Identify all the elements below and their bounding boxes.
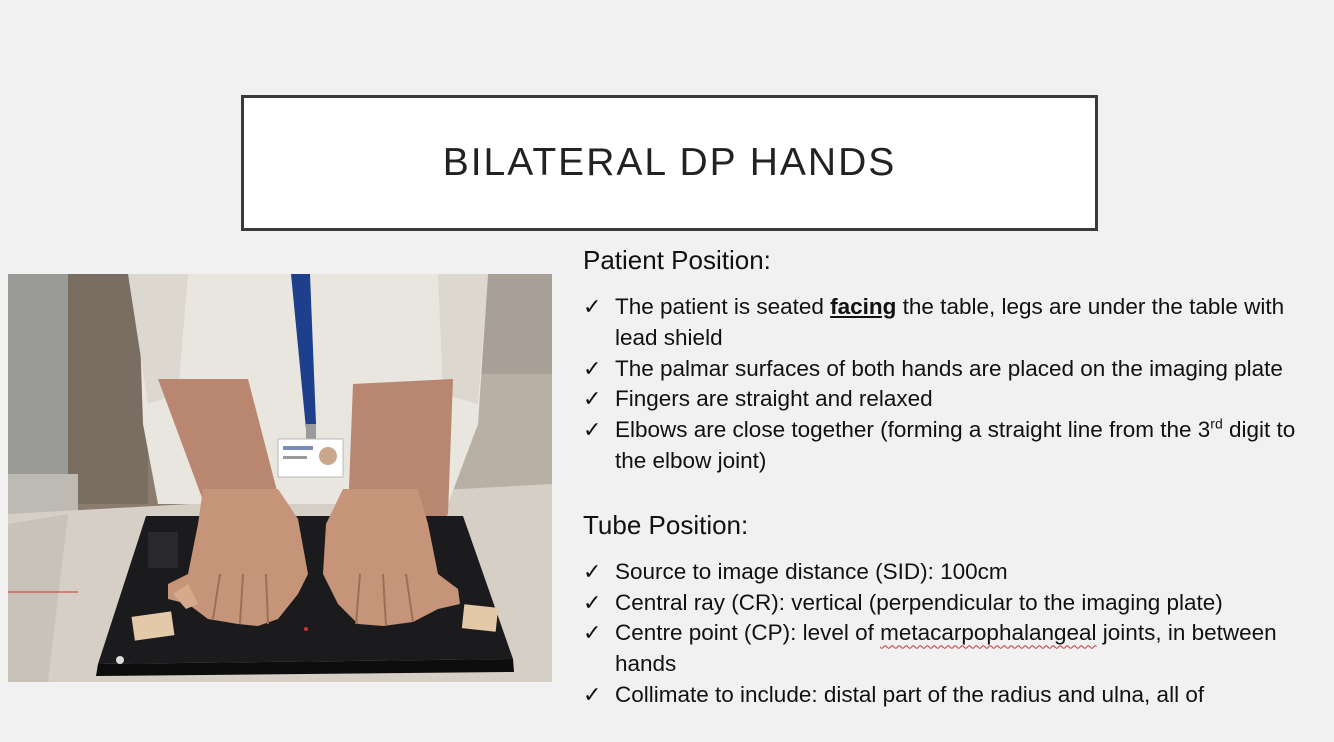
item-text: joints, in between hands — [615, 620, 1277, 677]
list-item — [583, 354, 1323, 385]
item-text: Collimate to include: distal part of the radius and ulna, all of — [615, 681, 1205, 707]
list-item — [583, 588, 1323, 619]
check-icon: ✓ — [583, 355, 602, 381]
emphasis-text: facing — [830, 294, 897, 319]
superscript: rd — [1210, 415, 1223, 432]
check-icon: ✓ — [583, 417, 602, 443]
patient-position-list — [583, 292, 1323, 477]
check-icon: ✓ — [583, 558, 602, 584]
spellcheck-word[interactable]: metacarpophalangeal — [880, 620, 1097, 646]
check-icon: ✓ — [583, 589, 602, 615]
photo-illustration — [8, 274, 552, 682]
check-icon: ✓ — [583, 294, 602, 319]
list-item — [583, 557, 1323, 588]
check-icon: ✓ — [583, 386, 602, 412]
tube-position-list — [583, 557, 1323, 711]
tube-position-heading: Tube Position: — [583, 509, 749, 540]
item-text: the table, legs are under the table with lead shield — [615, 294, 1285, 350]
positioning-photo — [8, 274, 552, 682]
item-text: digit to the elbow joint) — [615, 417, 1296, 473]
item-text: Centre point (CP): level of — [615, 620, 881, 646]
list-item — [583, 384, 1323, 415]
check-icon: ✓ — [583, 681, 602, 707]
item-text: The patient is seated — [615, 294, 831, 319]
instructions — [583, 242, 1323, 711]
item-text: The palmar surfaces of both hands are placed on the imaging plate — [615, 355, 1283, 381]
slide-title: BILATERAL DP HANDS — [442, 141, 897, 184]
item-text: Elbows are close together (forming a straight line from the 3 — [615, 417, 1211, 443]
title-box — [241, 95, 1098, 231]
list-item — [583, 680, 1323, 711]
list-item — [583, 415, 1323, 477]
list-item — [583, 618, 1323, 680]
item-text: Central ray (CR): vertical (perpendicular to the imaging plate) — [615, 589, 1223, 615]
list-item — [583, 292, 1323, 354]
patient-position-heading: Patient Position: — [583, 245, 771, 275]
item-text: Fingers are straight and relaxed — [615, 386, 933, 412]
check-icon: ✓ — [583, 620, 602, 646]
item-text: Source to image distance (SID): 100cm — [615, 558, 1008, 584]
